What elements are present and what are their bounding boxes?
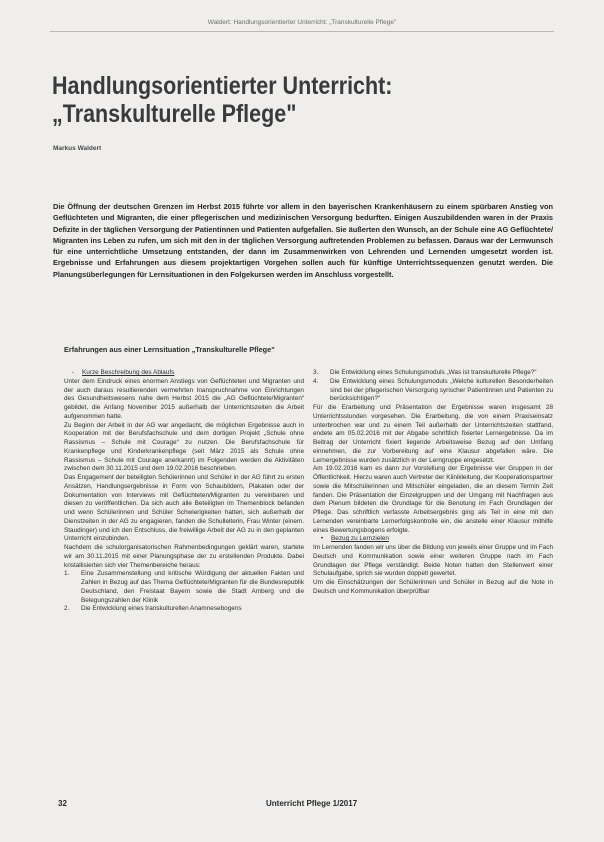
list-item-text: Die Entwicklung eines Schulungsmoduls „Welche kulturellen Besonderheiten sind bei der pflegerischen Versorgung syrischer Patientinnen und Patienten zu berücksichtigen?“: [330, 377, 553, 403]
running-head: Waldert: Handlungsorientierter Unterricht: „Transkulturelle Pflege": [207, 19, 397, 26]
numbered-list: [64, 570, 304, 614]
page-number: 32: [58, 799, 67, 808]
paragraph: Um die Einschätzungen der Schülerinnen und Schüler in Bezug auf die Note in Deutsch und Kommunikation überprüfbar: [313, 579, 553, 595]
numbered-list: [313, 369, 553, 404]
paragraph: Nachdem die schulorganisatorischen Rahmenbedingungen geklärt waren, startete wir am 30.11.2015 mit einer Planungsphase der zu erstellenden Produkte. Dabei kristallisierten sich vier Themenbereiche heraus:: [64, 544, 304, 569]
title-line-1: Handlungsorientierter Unterricht:: [52, 72, 393, 100]
article-title: [52, 72, 392, 128]
list-item: [64, 605, 304, 614]
journal-name: Unterricht Pflege 1/2017: [266, 799, 358, 808]
paragraph: Am 19.02.2016 kam es dann zur Vorstellung der Ergebnisse vier Gruppen in der Öffentlichkeit. Hierzu waren auch Vertreter der Klinikleitung, der Kooperationspartner sowie die Mitschülerinnen und Mitschüler eingeladen, die an diesem Termin Zeit fanden. Die Präsentation der Einzelgruppen und der Umgang mit Nachfragen aus dem Plenum bildeten die Grundlage für die Benotung im Fach Grundlagen der Pflege. Das schriftlich verfasste Arbeitsergebnis ging als Teil in eine mit den Lernenden vereinbarte Lernerfolgskontrolle ein, die anstelle einer Klausur mithilfe eines Bewertungsbogens erfolgte.: [313, 465, 553, 534]
left-column: [64, 369, 304, 614]
list-number: 2.: [64, 605, 70, 613]
list-item-text: Eine Zusammenstellung und kritische Würdigung der aktuellen Fakten und Zahlen in Bezug auf das Thema Geflüchtete/Migranten für die Bundesrepublik Deutschland, den Freistaat Bayern sowie die Stadt Amberg und die Belegungszahlen der Klinik: [81, 570, 304, 604]
list-item: [313, 369, 553, 378]
paragraph: Das Engagement der beteiligten Schülerinnen und Schüler in der AG führt zu ersten Ansätzen, Handlungsergebnisse in Form von Schaubildern, Plakaten oder der Dokumentation von Interviews mit Geflüchteten/Migranten zu vereinbaren und diesen zu veröffentlichen. Da sich auch alle Beteiligten im Themenblock befanden und wenn Schülerinnen und Schüler Schwierigkeiten hatten, sich außerhalb der Dienstzeiten in der AG zu engagieren, fanden die Schulleiterin, Frau Winter (einem. Staudinger) und ich den Entschluss, die freiwillige Arbeit der AG zu in den geplanten Unterricht einzubinden.: [64, 474, 304, 543]
bullet-heading: [313, 535, 553, 544]
paragraph: Im Lernenden fanden wir uns über die Bildung von jeweils einer Gruppe und im Fach Deutsch und Kommunikation sowie einer weiteren Gruppe nach im Fach Grundlagen der Pflege verständigt. Beide Noten hatten den Stellenwert einer Schulaufgabe, sprich sie wurden doppelt gewertet.: [313, 544, 553, 578]
bullet-heading-text: Kurze Beschreibung des Ablaufs: [82, 369, 175, 376]
author-name: Markus Waldert: [53, 145, 102, 152]
list-item: [64, 570, 304, 605]
list-item-text: Die Entwicklung eines Schulungsmoduls „Was ist transkulturelle Pflege?“: [330, 369, 537, 376]
title-line-2: „Transkulturelle Pflege": [52, 100, 297, 128]
paragraph: Für die Erarbeitung und Präsentation der Ergebnisse waren insgesamt 28 Unterrichtsstunden vorgesehen. Die Erarbeitung, die von einem Praxiseinsatz unterbrochen war und zu einem Teil außerhalb der Unterrichtszeiten stattfand, endete am 05.02.2016 mit der Abgabe schriftlich fixierter Lernergebnisse. Da im Beitrag der Unterricht fixiert liegende Arbeitsweise Bezug auf den Umfang einnehmen, die zur Vorbereitung auf eine Klausur abgefallen wäre. Die Lernergebnisse wurden zusätzlich in der Lerngruppe eingesetzt.: [313, 404, 553, 464]
bullet-heading-text: Bezug zu Lernzielen: [331, 535, 389, 543]
right-column: [313, 369, 553, 597]
section-heading: Erfahrungen aus einer Lernsituation „Transkulturelle Pflege": [64, 345, 275, 354]
list-number: 3.: [313, 369, 319, 376]
list-number: 4.: [313, 377, 319, 385]
bullet-heading: [64, 369, 304, 378]
list-item-text: Die Entwicklung eines transkulturellen Anamnesebogens: [81, 605, 242, 613]
bullet-marker: •: [320, 535, 324, 543]
header-rule: [50, 31, 554, 32]
bullet-marker: -: [71, 369, 75, 376]
list-number: 1.: [64, 570, 70, 578]
paragraph: Zu Beginn der Arbeit in der AG war angedacht, die möglichen Ergebnisse auch in Kooperation mit der Berufsfachschule und dem dortigen Projekt „Schule ohne Rassismus – Schule mit Courage“ zu nutzen. Die Berufsfachschule für Krankenpflege und Kinderkrankenpflege (seit März 2015 als Schule ohne Rassismus – Schule mit Courage anerkannt) im Folgenden werden die Aktivitäten zwischen dem 30.11.2015 und dem 19.02.2016 beschrieben.: [64, 421, 304, 473]
list-item: [313, 378, 553, 404]
paragraph: Unter dem Eindruck eines enormen Anstiegs von Geflüchteten und Migranten und der auch daraus resultierenden vermehrten Inanspruchnahme von Einrichtungen des Gesundheitswesens nahe dem Herbst 2015 die „AG Geflüchtete/Migranten“ gebildet, die Anfang November 2015 außerhalb der Unterrichtszeiten die Arbeit aufgenommen hatte.: [64, 377, 304, 420]
abstract: Die Öffnung der deutschen Grenzen im Herbst 2015 führte vor allem in den bayerischen Krankenhäusern zu einem spürbaren Anstieg von Geflüchteten und Migranten, die einer pflegerischen und medizinischen Versorgung bedurften. Einigen Auszubildenden waren in der Praxis Defizite in der täglichen Versorgung der Patientinnen und Patienten aufgefallen. Sie äußerten den Wunsch, an der Schule eine AG Geflüchtete/ Migranten ins Leben zu rufen, um sich mit den in der täglichen Versorgung auftretenden Problemen zu befassen. Daraus war der Lernwunsch für eine unterrichtliche Umsetzung entstanden, der dann im Zusammenwirken von Lehrenden und Lernenden umgesetzt worden ist. Ergebnisse und Erfahrungen aus diesem projektartigen Vorgehen sollen auch für künftige Unterrichtssequenzen genutzt werden. Die Planungsüberlegungen für Lernsituationen in den Folgekursen werden im Anschluss vorgestellt.: [53, 202, 553, 279]
